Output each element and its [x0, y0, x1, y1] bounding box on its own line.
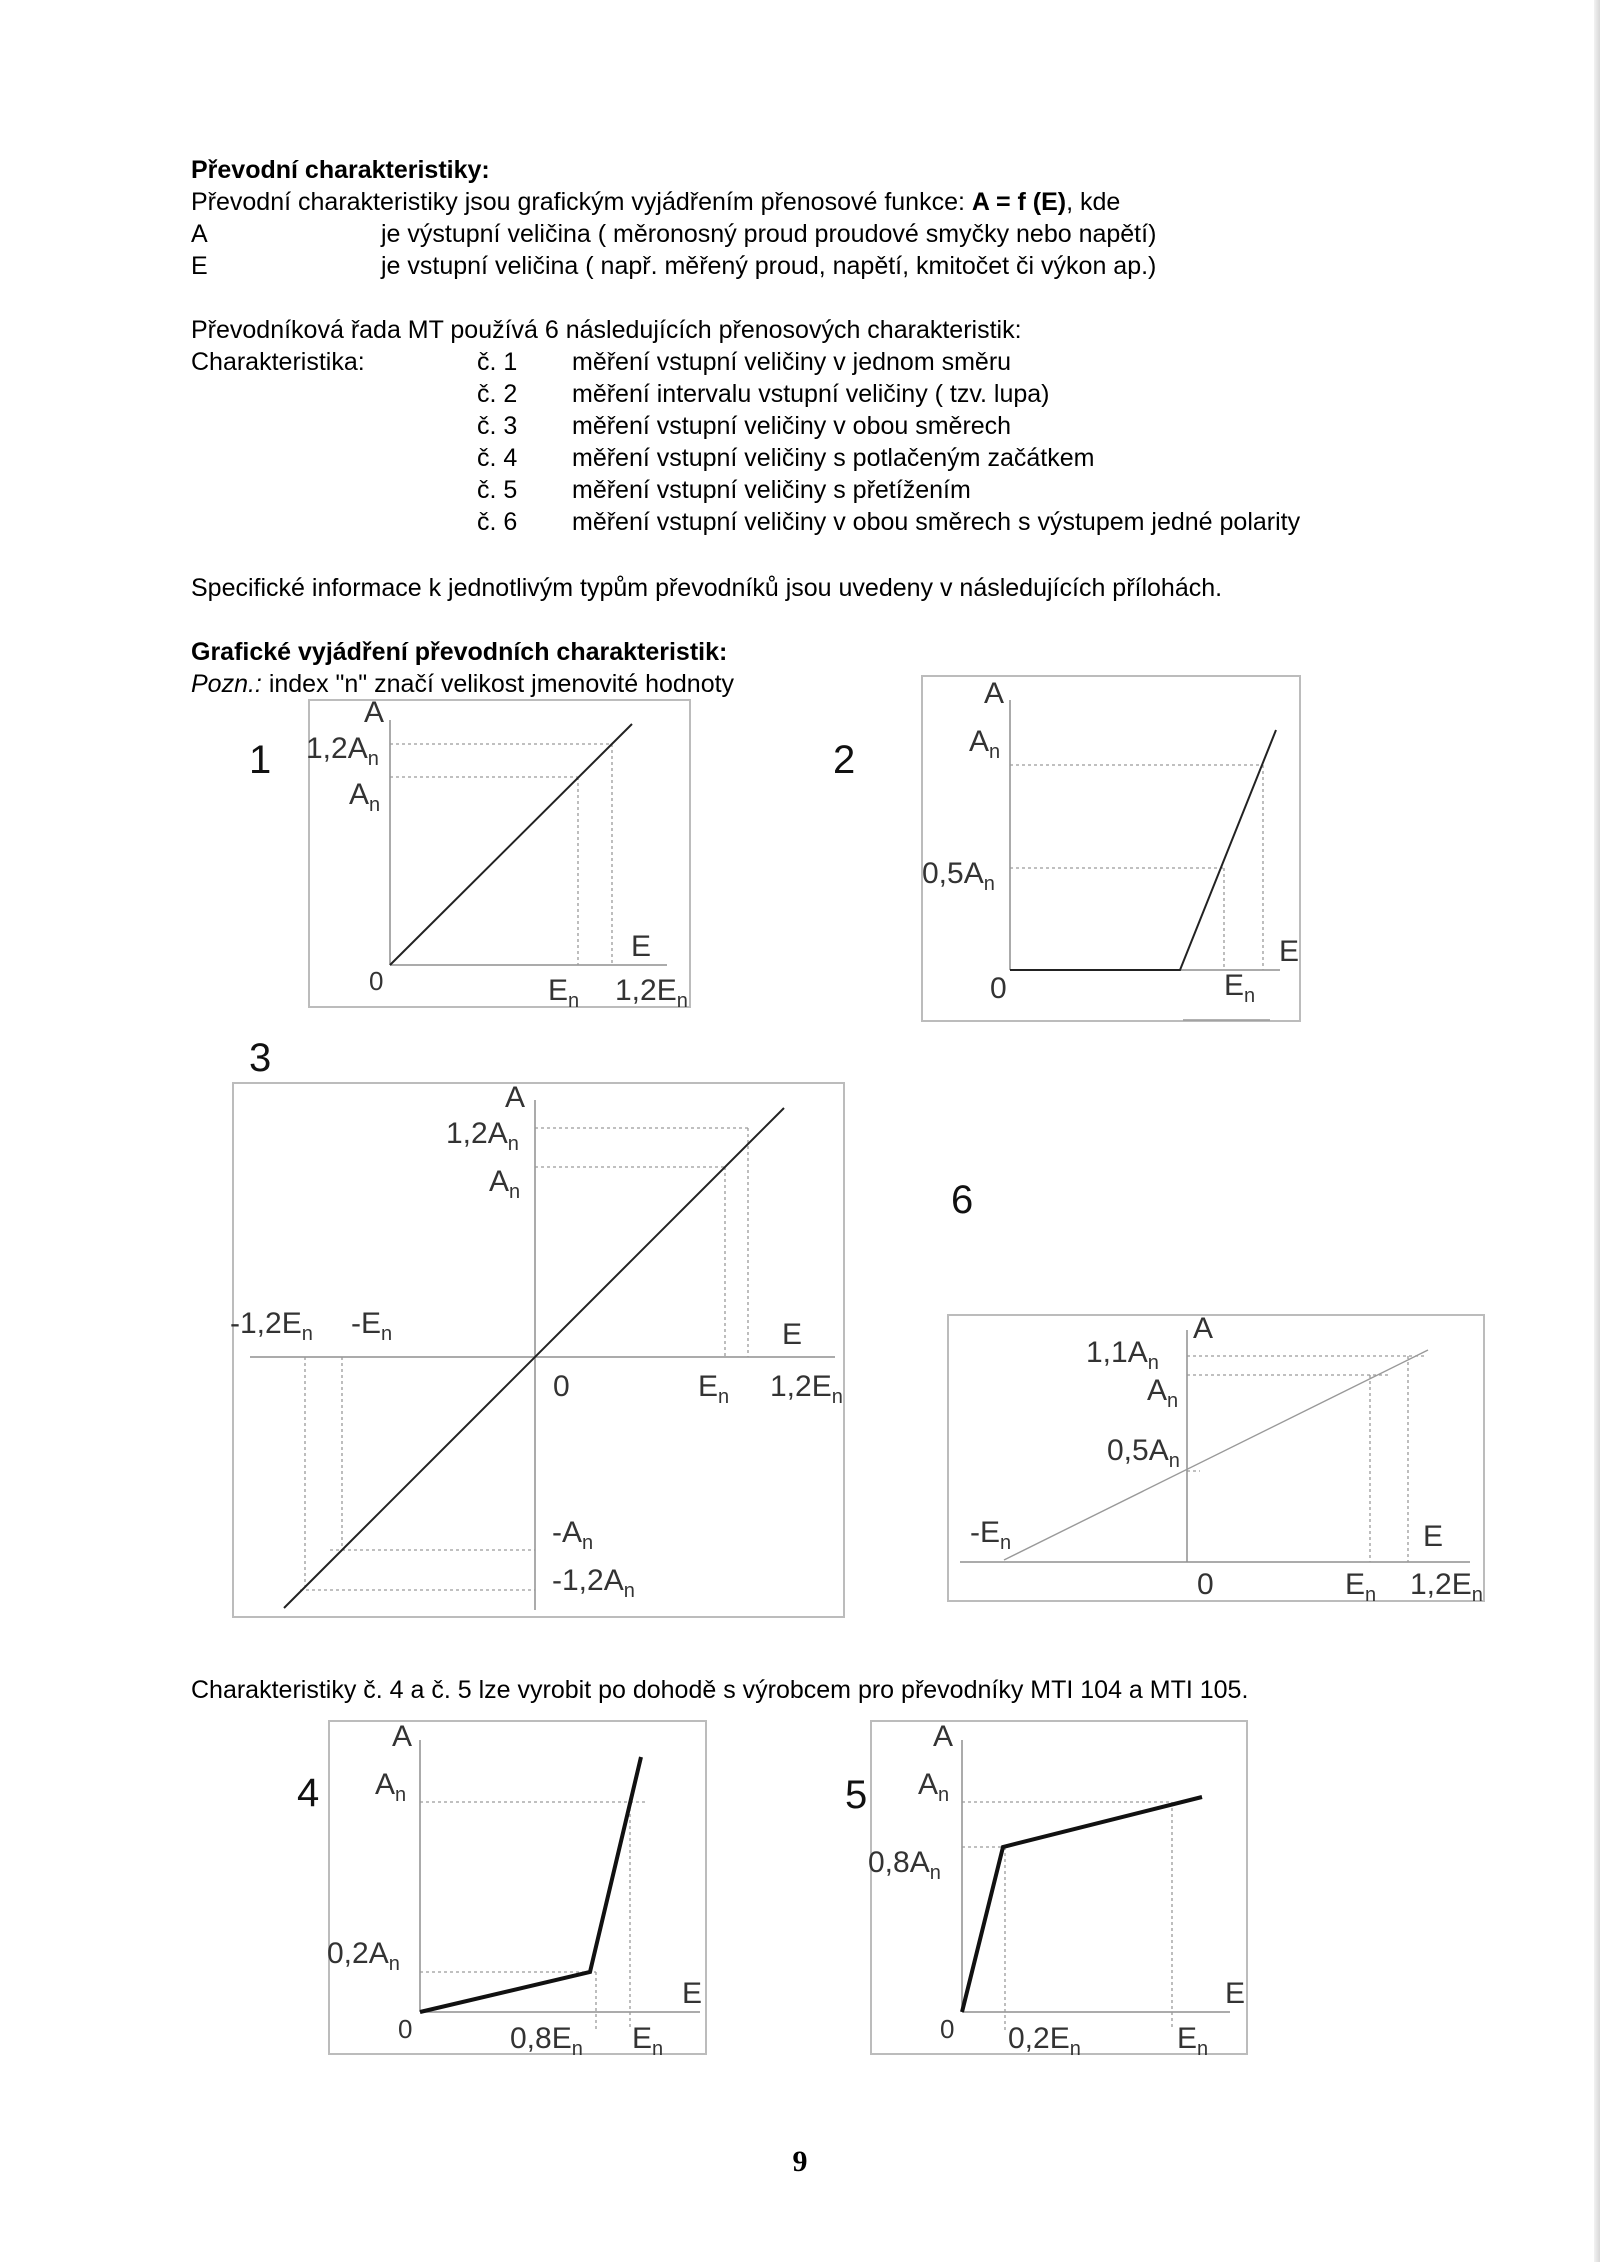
axis-label-a: A — [364, 696, 385, 729]
specific-info-paragraph: Specifické informace k jednotlivým typům převodníků jsou uvedeny v následujících přílohách. — [191, 574, 1223, 602]
tick-label-neg-1-2an: $-1,2A_n$ — [552, 1564, 635, 1602]
characteristic-number: č. 3 — [477, 412, 518, 440]
note-label: Pozn.: — [191, 670, 262, 698]
tick-label-0-8an: $0,8A_n$ — [868, 1846, 941, 1884]
axis-label-e: E — [782, 1318, 803, 1351]
tick-label-en: $E_n$ — [1345, 1568, 1377, 1606]
graph-number: 1 — [249, 738, 272, 782]
tick-label-0-2an: $0,2A_n$ — [327, 1937, 400, 1975]
origin-label: 0 — [398, 2014, 413, 2044]
characteristic-line — [284, 1108, 784, 1608]
tick-label-an: $A_n$ — [969, 725, 1001, 763]
tick-label-en: $E_n$ — [548, 974, 580, 1012]
origin-label: 0 — [940, 2014, 955, 2044]
tick-label-0-8en: $0,8E_n$ — [510, 2022, 583, 2060]
characteristic-description: měření vstupní veličiny s potlačeným začátkem — [572, 444, 1095, 472]
tick-label-an: $A_n$ — [349, 778, 381, 816]
tick-label-en: $E_n$ — [632, 2022, 664, 2060]
characteristic-number: č. 6 — [477, 508, 518, 536]
tick-label-0-5an: $0,5A_n$ — [922, 857, 995, 895]
graph-number: 2 — [833, 738, 856, 782]
axis-label-e: E — [1225, 1977, 1246, 2010]
tick-label-an: $A_n$ — [918, 1768, 950, 1806]
characteristic-line — [1004, 1350, 1428, 1560]
graph-4 — [297, 1720, 706, 2060]
axis-label-e: E — [682, 1977, 703, 2010]
characteristic-description: měření intervalu vstupní veličiny ( tzv. lupa) — [572, 380, 1050, 408]
tick-label-neg-en: $-E_n$ — [970, 1516, 1012, 1554]
transfer-formula: A = f (E) — [971, 188, 1067, 216]
characteristic-line — [1010, 730, 1276, 970]
origin-label: 0 — [1197, 1568, 1214, 1601]
definition-symbol-a: A — [191, 220, 208, 248]
series-intro: Převodníková řada MT používá 6 následujících přenosových charakteristik: — [191, 316, 1022, 344]
characteristic-line — [390, 724, 632, 965]
graph-3 — [230, 1036, 844, 1617]
characteristic-label: Charakteristika: — [191, 348, 365, 376]
origin-label: 0 — [553, 1370, 570, 1403]
axis-label-e: E — [631, 930, 652, 963]
characteristic-line — [420, 1757, 641, 2012]
heading-transfer-characteristics: Převodní charakteristiky: — [191, 156, 490, 184]
characteristic-line — [962, 1797, 1202, 2012]
characteristic-number: č. 1 — [477, 348, 518, 376]
tick-label-0-5an: $0,5A_n$ — [1107, 1434, 1180, 1472]
intro-prefix: Převodní charakteristiky jsou grafickým vyjádřením přenosové funkce: — [191, 188, 972, 216]
tick-label-1-2en: $1,2E_n$ — [770, 1370, 843, 1408]
characteristic-description: měření vstupní veličiny s přetížením — [572, 476, 971, 504]
characteristic-number: č. 4 — [477, 444, 518, 472]
tick-label-0-2en: $0,2E_n$ — [1008, 2022, 1081, 2060]
tick-label-1-2en: $1,2E_n$ — [1410, 1568, 1483, 1606]
tick-label-1-2an: $1,2A_n$ — [446, 1117, 519, 1155]
characteristic-description: měření vstupní veličiny v obou směrech s výstupem jedné polarity — [572, 508, 1301, 536]
definition-text-a: je výstupní veličina ( měronosný proud proudové smyčky nebo napětí) — [381, 220, 1157, 248]
tick-label-neg-an: $-A_n$ — [552, 1516, 594, 1554]
tick-label-en: $E_n$ — [1177, 2022, 1209, 2060]
intro-suffix: , kde — [1066, 188, 1121, 216]
graph-5 — [845, 1720, 1247, 2060]
graph-frame — [233, 1083, 844, 1617]
graph-frame — [948, 1315, 1484, 1601]
graph-number: 4 — [297, 1771, 320, 1815]
characteristic-description: měření vstupní veličiny v obou směrech — [572, 412, 1012, 440]
axis-label-a: A — [933, 1720, 954, 1753]
graph-number: 5 — [845, 1773, 868, 1817]
heading-graphic-representation: Grafické vyjádření převodních charakteristik: — [191, 638, 728, 666]
note-text: index "n" značí velikost jmenovité hodnoty — [261, 670, 735, 698]
tick-label-en: $E_n$ — [698, 1370, 730, 1408]
tick-label-an: $A_n$ — [375, 1768, 407, 1806]
characteristic-number: č. 5 — [477, 476, 518, 504]
tick-label-en: $E_n$ — [1224, 969, 1256, 1007]
axis-label-a: A — [505, 1081, 526, 1114]
tick-label-an: $A_n$ — [1147, 1374, 1179, 1412]
origin-label: 0 — [369, 966, 384, 996]
axis-label-a: A — [1193, 1312, 1214, 1345]
axis-label-e: E — [1279, 935, 1300, 968]
page-number: 9 — [792, 2145, 808, 2178]
origin-label: 0 — [990, 972, 1007, 1005]
tick-label-an: $A_n$ — [489, 1165, 521, 1203]
characteristics-4-5-note: Charakteristiky č. 4 a č. 5 lze vyrobit po dohodě s výrobcem pro převodníky MTI 104 a MTI 105. — [191, 1676, 1249, 1704]
graph-6 — [948, 1178, 1484, 1606]
definition-symbol-e: E — [191, 252, 208, 280]
characteristic-description: měření vstupní veličiny v jednom směru — [572, 348, 1012, 376]
characteristic-number: č. 2 — [477, 380, 518, 408]
axis-label-a: A — [392, 1720, 413, 1753]
graph-1 — [249, 696, 690, 1012]
tick-label-1-2en: $1,2E_n$ — [615, 974, 688, 1012]
definition-text-e: je vstupní veličina ( např. měřený proud, napětí, kmitočet či výkon ap.) — [381, 252, 1157, 280]
axis-label-a: A — [984, 677, 1005, 710]
tick-label-1-1an: $1,1A_n$ — [1086, 1336, 1159, 1374]
page-edge-shadow — [1594, 0, 1600, 2262]
graph-number: 6 — [951, 1178, 974, 1222]
axis-label-e: E — [1423, 1520, 1444, 1553]
graph-2 — [833, 676, 1300, 1021]
tick-label-neg-1-2en: $-1,2E_n$ — [230, 1307, 313, 1345]
graph-number: 3 — [249, 1036, 272, 1080]
tick-label-1-2an: $1,2A_n$ — [306, 732, 379, 770]
tick-label-neg-en: $-E_n$ — [351, 1307, 393, 1345]
